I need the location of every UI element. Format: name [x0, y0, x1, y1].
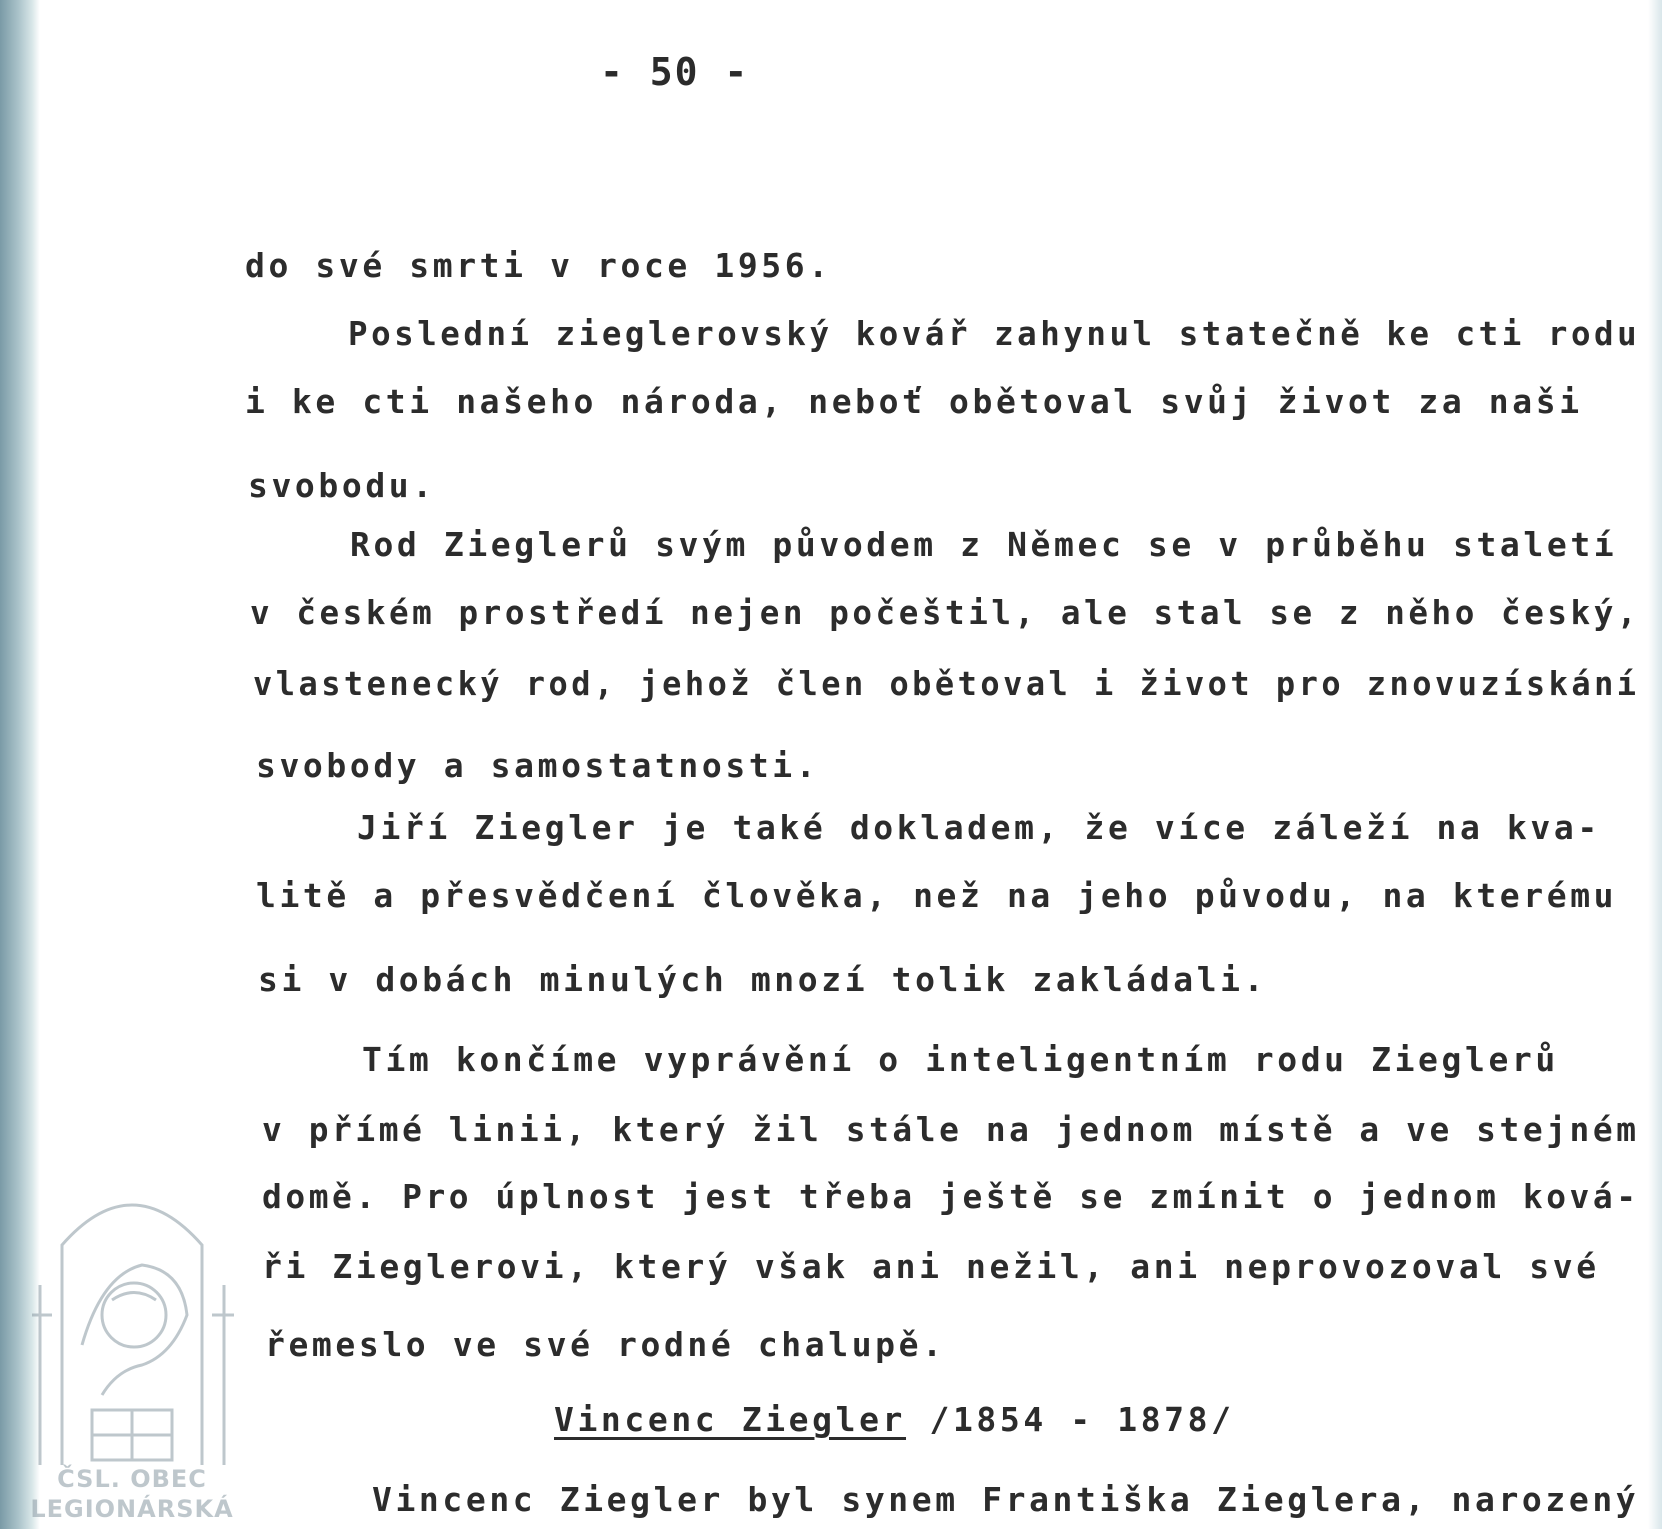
- section-heading-dates: /1854 - 1878/: [906, 1400, 1235, 1439]
- text-line-10: litě a přesvědčení člověka, než na jeho původu, na kterému: [256, 876, 1618, 915]
- text-line-11: si v dobách minulých mnozí tolik zakládali.: [258, 960, 1268, 999]
- stamp-text-line-1: ČSL. OBEC: [57, 1465, 207, 1493]
- text-line-2: Poslední zieglerovský kovář zahynul statečně ke cti rodu: [348, 314, 1641, 353]
- text-line-6: v českém prostředí nejen počeštil, ale stal se z něho český,: [250, 593, 1641, 632]
- text-line-1: do své smrti v roce 1956.: [245, 246, 832, 285]
- section-heading-name: Vincenc Ziegler: [554, 1400, 907, 1439]
- stamp-text-line-2: LEGIONÁRSKÁ: [30, 1495, 234, 1523]
- legion-stamp: [22, 1165, 242, 1525]
- text-line-8: svobody a samostatnosti.: [256, 746, 820, 785]
- text-line-7: vlastenecký rod, jehož člen obětoval i život pro znovuzískání: [253, 664, 1640, 703]
- text-line-9: Jiří Ziegler je také dokladem, že více záleží na kva-: [357, 808, 1601, 847]
- text-line-15: ři Zieglerovi, který však ani nežil, ani neprovozoval své: [262, 1247, 1600, 1286]
- text-line-14: domě. Pro úplnost jest třeba ještě se zmínit o jednom ková-: [262, 1177, 1640, 1216]
- text-line-12: Tím končíme vyprávění o inteligentním rodu Zieglerů: [362, 1040, 1559, 1079]
- text-line-5: Rod Zieglerů svým původem z Němec se v průběhu staletí: [350, 525, 1618, 564]
- text-line-16: řemeslo ve své rodné chalupě.: [265, 1325, 946, 1364]
- page-number: - 50 -: [600, 50, 750, 94]
- text-line-17: Vincenc Ziegler byl synem Františka Zieglera, narozený: [372, 1480, 1640, 1519]
- text-line-4: svobodu.: [248, 466, 436, 505]
- section-heading: [554, 1400, 1235, 1439]
- text-line-3: i ke cti našeho národa, neboť obětoval svůj život za naši: [245, 382, 1583, 421]
- scan-right-edge: [1648, 0, 1662, 1529]
- stamp-emblem-icon: [22, 1165, 242, 1465]
- text-line-13: v přímé linii, který žil stále na jednom místě a ve stejném: [262, 1110, 1640, 1149]
